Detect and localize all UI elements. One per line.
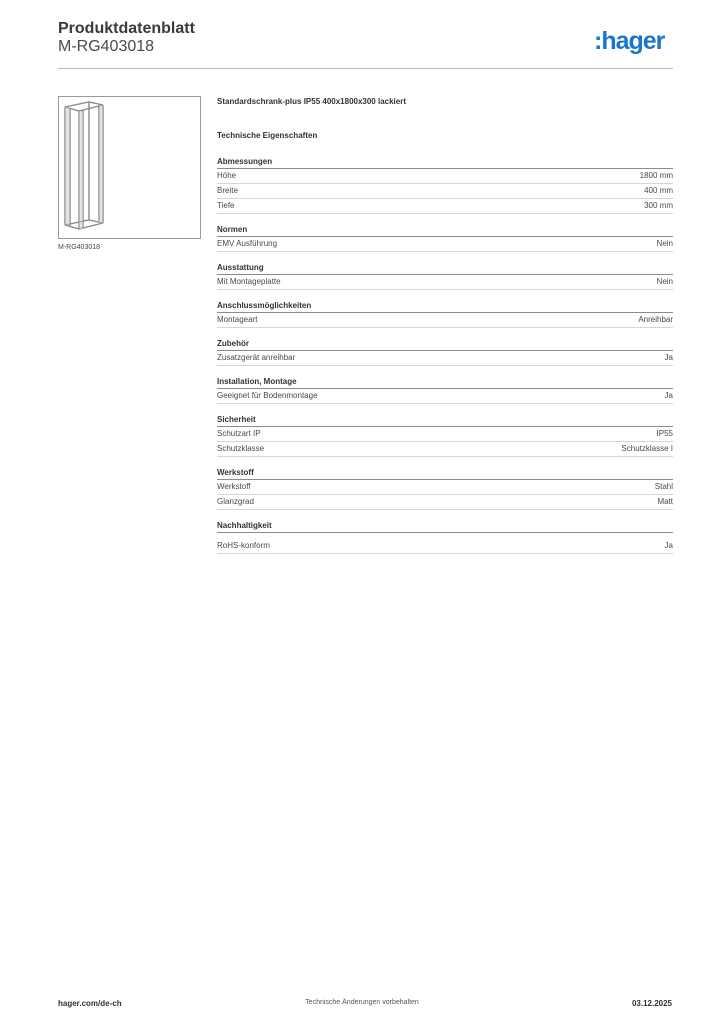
spec-row xyxy=(217,389,673,404)
group-title: Abmessungen xyxy=(217,156,673,169)
spec-label: Glanzgrad xyxy=(217,497,254,506)
section-title: Technische Eigenschaften xyxy=(217,131,318,140)
spec-group-installation xyxy=(217,376,673,404)
spec-row xyxy=(217,495,673,510)
spec-value: 300 mm xyxy=(644,201,673,210)
product-image-frame xyxy=(58,96,201,239)
logo-text: :hager xyxy=(594,28,665,55)
spec-row xyxy=(217,169,673,184)
spec-group-normen xyxy=(217,224,673,252)
product-name: Standardschrank-plus IP55 400x1800x300 lackiert xyxy=(217,97,406,106)
spec-row xyxy=(217,539,673,554)
spec-value: Ja xyxy=(664,353,673,362)
spec-group-abmessungen xyxy=(217,156,673,214)
group-title: Ausstattung xyxy=(217,262,673,275)
spec-label: Montageart xyxy=(217,315,258,324)
spec-group-werkstoff xyxy=(217,467,673,510)
footer-date: 03.12.2025 xyxy=(631,999,672,1008)
group-title: Zubehör xyxy=(217,338,673,351)
spec-row xyxy=(217,237,673,252)
spec-row xyxy=(217,199,673,214)
hager-logo xyxy=(594,28,674,56)
spec-value: Matt xyxy=(657,497,673,506)
spec-value: Anreihbar xyxy=(638,315,673,324)
spec-label: Zusatzgerät anreihbar xyxy=(217,353,296,362)
spec-content xyxy=(217,96,673,554)
spec-value: Nein xyxy=(656,239,673,248)
spec-row xyxy=(217,427,673,442)
spec-group-zubehoer xyxy=(217,338,673,366)
spec-group-ausstattung xyxy=(217,262,673,290)
spec-group-anschluss xyxy=(217,300,673,328)
footer-notice: Technische Änderungen vorbehalten xyxy=(305,999,419,1006)
product-number: M-RG403018 xyxy=(58,38,155,55)
spec-group-nachhaltigkeit xyxy=(217,520,673,554)
spec-value: Nein xyxy=(656,277,673,286)
spec-value: Schutzklasse I xyxy=(621,444,673,453)
spec-row xyxy=(217,351,673,366)
spec-row xyxy=(217,313,673,328)
spec-row xyxy=(217,275,673,290)
page-title: Produktdatenblatt xyxy=(58,20,195,37)
group-title: Installation, Montage xyxy=(217,376,673,389)
group-title: Normen xyxy=(217,224,673,237)
spec-row xyxy=(217,184,673,199)
spec-value: Ja xyxy=(664,541,673,550)
group-title: Sicherheit xyxy=(217,414,673,427)
spec-value: Stahl xyxy=(654,482,673,491)
group-title: Werkstoff xyxy=(217,467,673,480)
group-title: Anschlussmöglichkeiten xyxy=(217,300,673,313)
spec-group-sicherheit xyxy=(217,414,673,457)
spec-label: Geeignet für Bodenmontage xyxy=(217,391,318,400)
spec-label: Höhe xyxy=(217,171,237,180)
spec-value: 1800 mm xyxy=(639,171,673,180)
spec-label: EMV Ausführung xyxy=(217,239,278,248)
spec-label: Werkstoff xyxy=(217,482,251,491)
spec-label: Schutzart IP xyxy=(217,429,261,438)
group-title: Nachhaltigkeit xyxy=(217,520,673,533)
footer-website-link[interactable]: hager.com/de-ch xyxy=(58,999,122,1008)
spec-label: Breite xyxy=(217,186,238,195)
spec-value: Ja xyxy=(664,391,673,400)
spec-label: Schutzklasse xyxy=(217,444,265,453)
spec-row xyxy=(217,480,673,495)
spec-value: 400 mm xyxy=(644,186,673,195)
image-caption: M-RG403018 xyxy=(58,244,101,251)
cabinet-frame-icon xyxy=(59,97,202,240)
spec-row xyxy=(217,442,673,457)
spec-label: Mit Montageplatte xyxy=(217,277,281,286)
header-divider xyxy=(58,68,673,69)
spec-label: RoHS-konform xyxy=(217,541,270,550)
spec-value: IP55 xyxy=(656,429,673,438)
spec-label: Tiefe xyxy=(217,201,235,210)
